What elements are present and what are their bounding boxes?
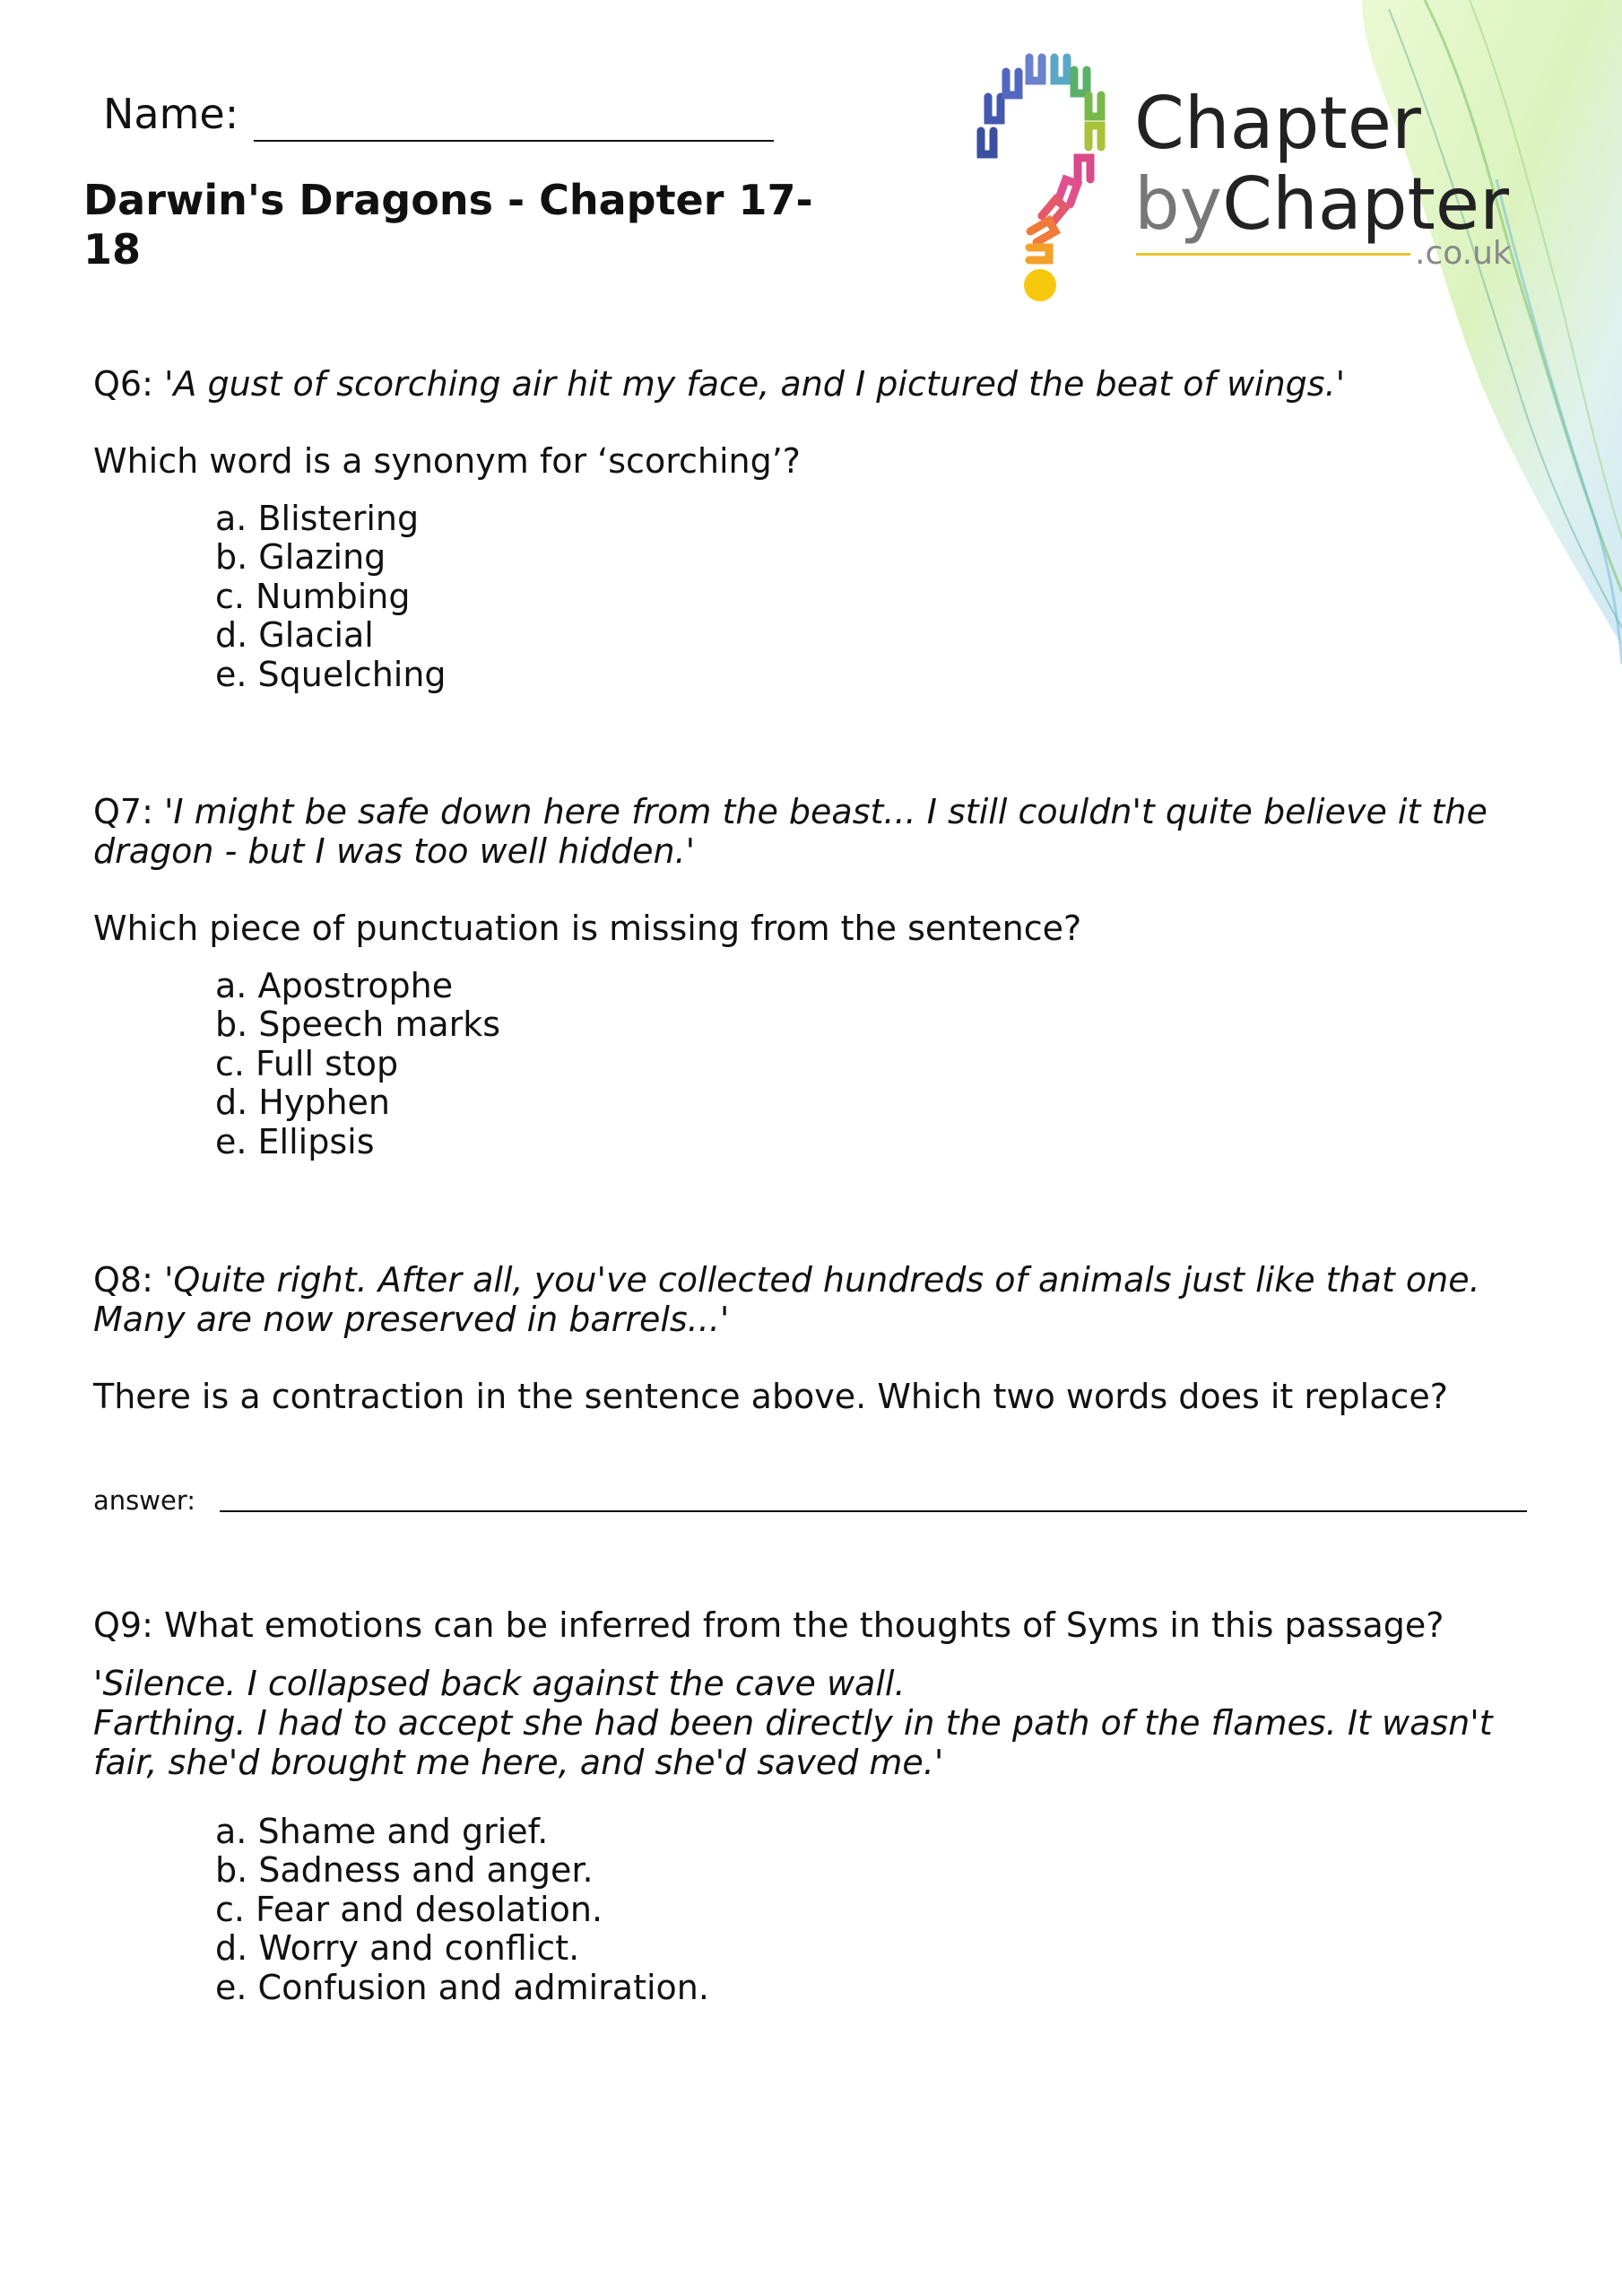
question-6-quote (93, 364, 1546, 404)
question-quote: 'I might be safe down here from the beast... I still couldn't quite believe it the dragon - but I was too well hidden.' (93, 792, 1488, 871)
option-item[interactable]: a. Shame and grief. (215, 1812, 549, 1851)
question-number: Q8: (93, 1260, 153, 1300)
book-arc-logo-icon (961, 50, 1123, 310)
option-item[interactable]: b. Sadness and anger. (215, 1850, 594, 1891)
answer-label: answer: (93, 1485, 196, 1516)
question-quote: 'A gust of scorching air hit my face, and I pictured the beat of wings.' (163, 364, 1346, 404)
quote-line: Farthing. I had to accept she had been directly in the path of the flames. It wasn't fair, she'd brought me here, and she'd saved me.' (93, 1703, 1493, 1782)
logo-by: by (1134, 162, 1223, 246)
question-8-prompt: There is a contraction in the sentence above. Which two words does it replace? (93, 1377, 1448, 1416)
option-item[interactable]: e. Ellipsis (215, 1121, 375, 1161)
question-7-prompt: Which piece of punctuation is missing from the sentence? (93, 909, 1082, 948)
question-number: Q7: (93, 792, 153, 831)
question-6-options (215, 500, 447, 694)
question-9-prompt (93, 1605, 1546, 1645)
logo-wordmark-bychapter (1134, 162, 1509, 246)
option-item[interactable]: c. Fear and desolation. (215, 1889, 603, 1929)
question-quote: 'Quite right. After all, you've collected hundreds of animals just like that one. Many are now preserved in barrels...' (93, 1260, 1480, 1339)
option-item[interactable]: d. Glacial (215, 615, 374, 656)
logo-chapter: Chapter (1222, 162, 1509, 246)
option-item[interactable]: e. Confusion and admiration. (215, 1967, 709, 2007)
option-item[interactable]: b. Glazing (215, 537, 386, 578)
question-9-quote (93, 1664, 1546, 1782)
quote-line: 'Silence. I collapsed back against the cave wall. (93, 1664, 906, 1703)
question-number: Q9: (93, 1605, 153, 1645)
logo-underline (1136, 253, 1410, 256)
option-item[interactable]: b. Speech marks (215, 1004, 501, 1045)
logo-wordmark-chapter: Chapter (1134, 82, 1421, 165)
question-text: What emotions can be inferred from the thoughts of Syms in this passage? (163, 1605, 1444, 1645)
page-title: Darwin's Dragons - Chapter 17-18 (83, 176, 813, 274)
question-9-options (215, 1813, 709, 2007)
logo-domain: .co.uk (1415, 235, 1512, 272)
name-field[interactable] (103, 90, 239, 138)
question-7-options (215, 967, 500, 1161)
option-item[interactable]: d. Worry and conflict. (215, 1928, 580, 1969)
question-6-prompt: Which word is a synonym for ‘scorching’? (93, 441, 801, 481)
option-item[interactable]: d. Hyphen (215, 1083, 391, 1123)
question-number: Q6: (93, 364, 153, 404)
option-item[interactable]: a. Apostrophe (215, 966, 454, 1005)
answer-line[interactable] (220, 1510, 1527, 1512)
option-item[interactable]: a. Blistering (215, 499, 420, 538)
question-7-quote (93, 792, 1546, 871)
question-8-quote (93, 1260, 1546, 1339)
option-item[interactable]: e. Squelching (215, 654, 447, 694)
name-label: Name: (103, 90, 239, 138)
option-item[interactable]: c. Full stop (215, 1043, 399, 1083)
option-item[interactable]: c. Numbing (215, 576, 411, 616)
name-underline (254, 140, 774, 142)
